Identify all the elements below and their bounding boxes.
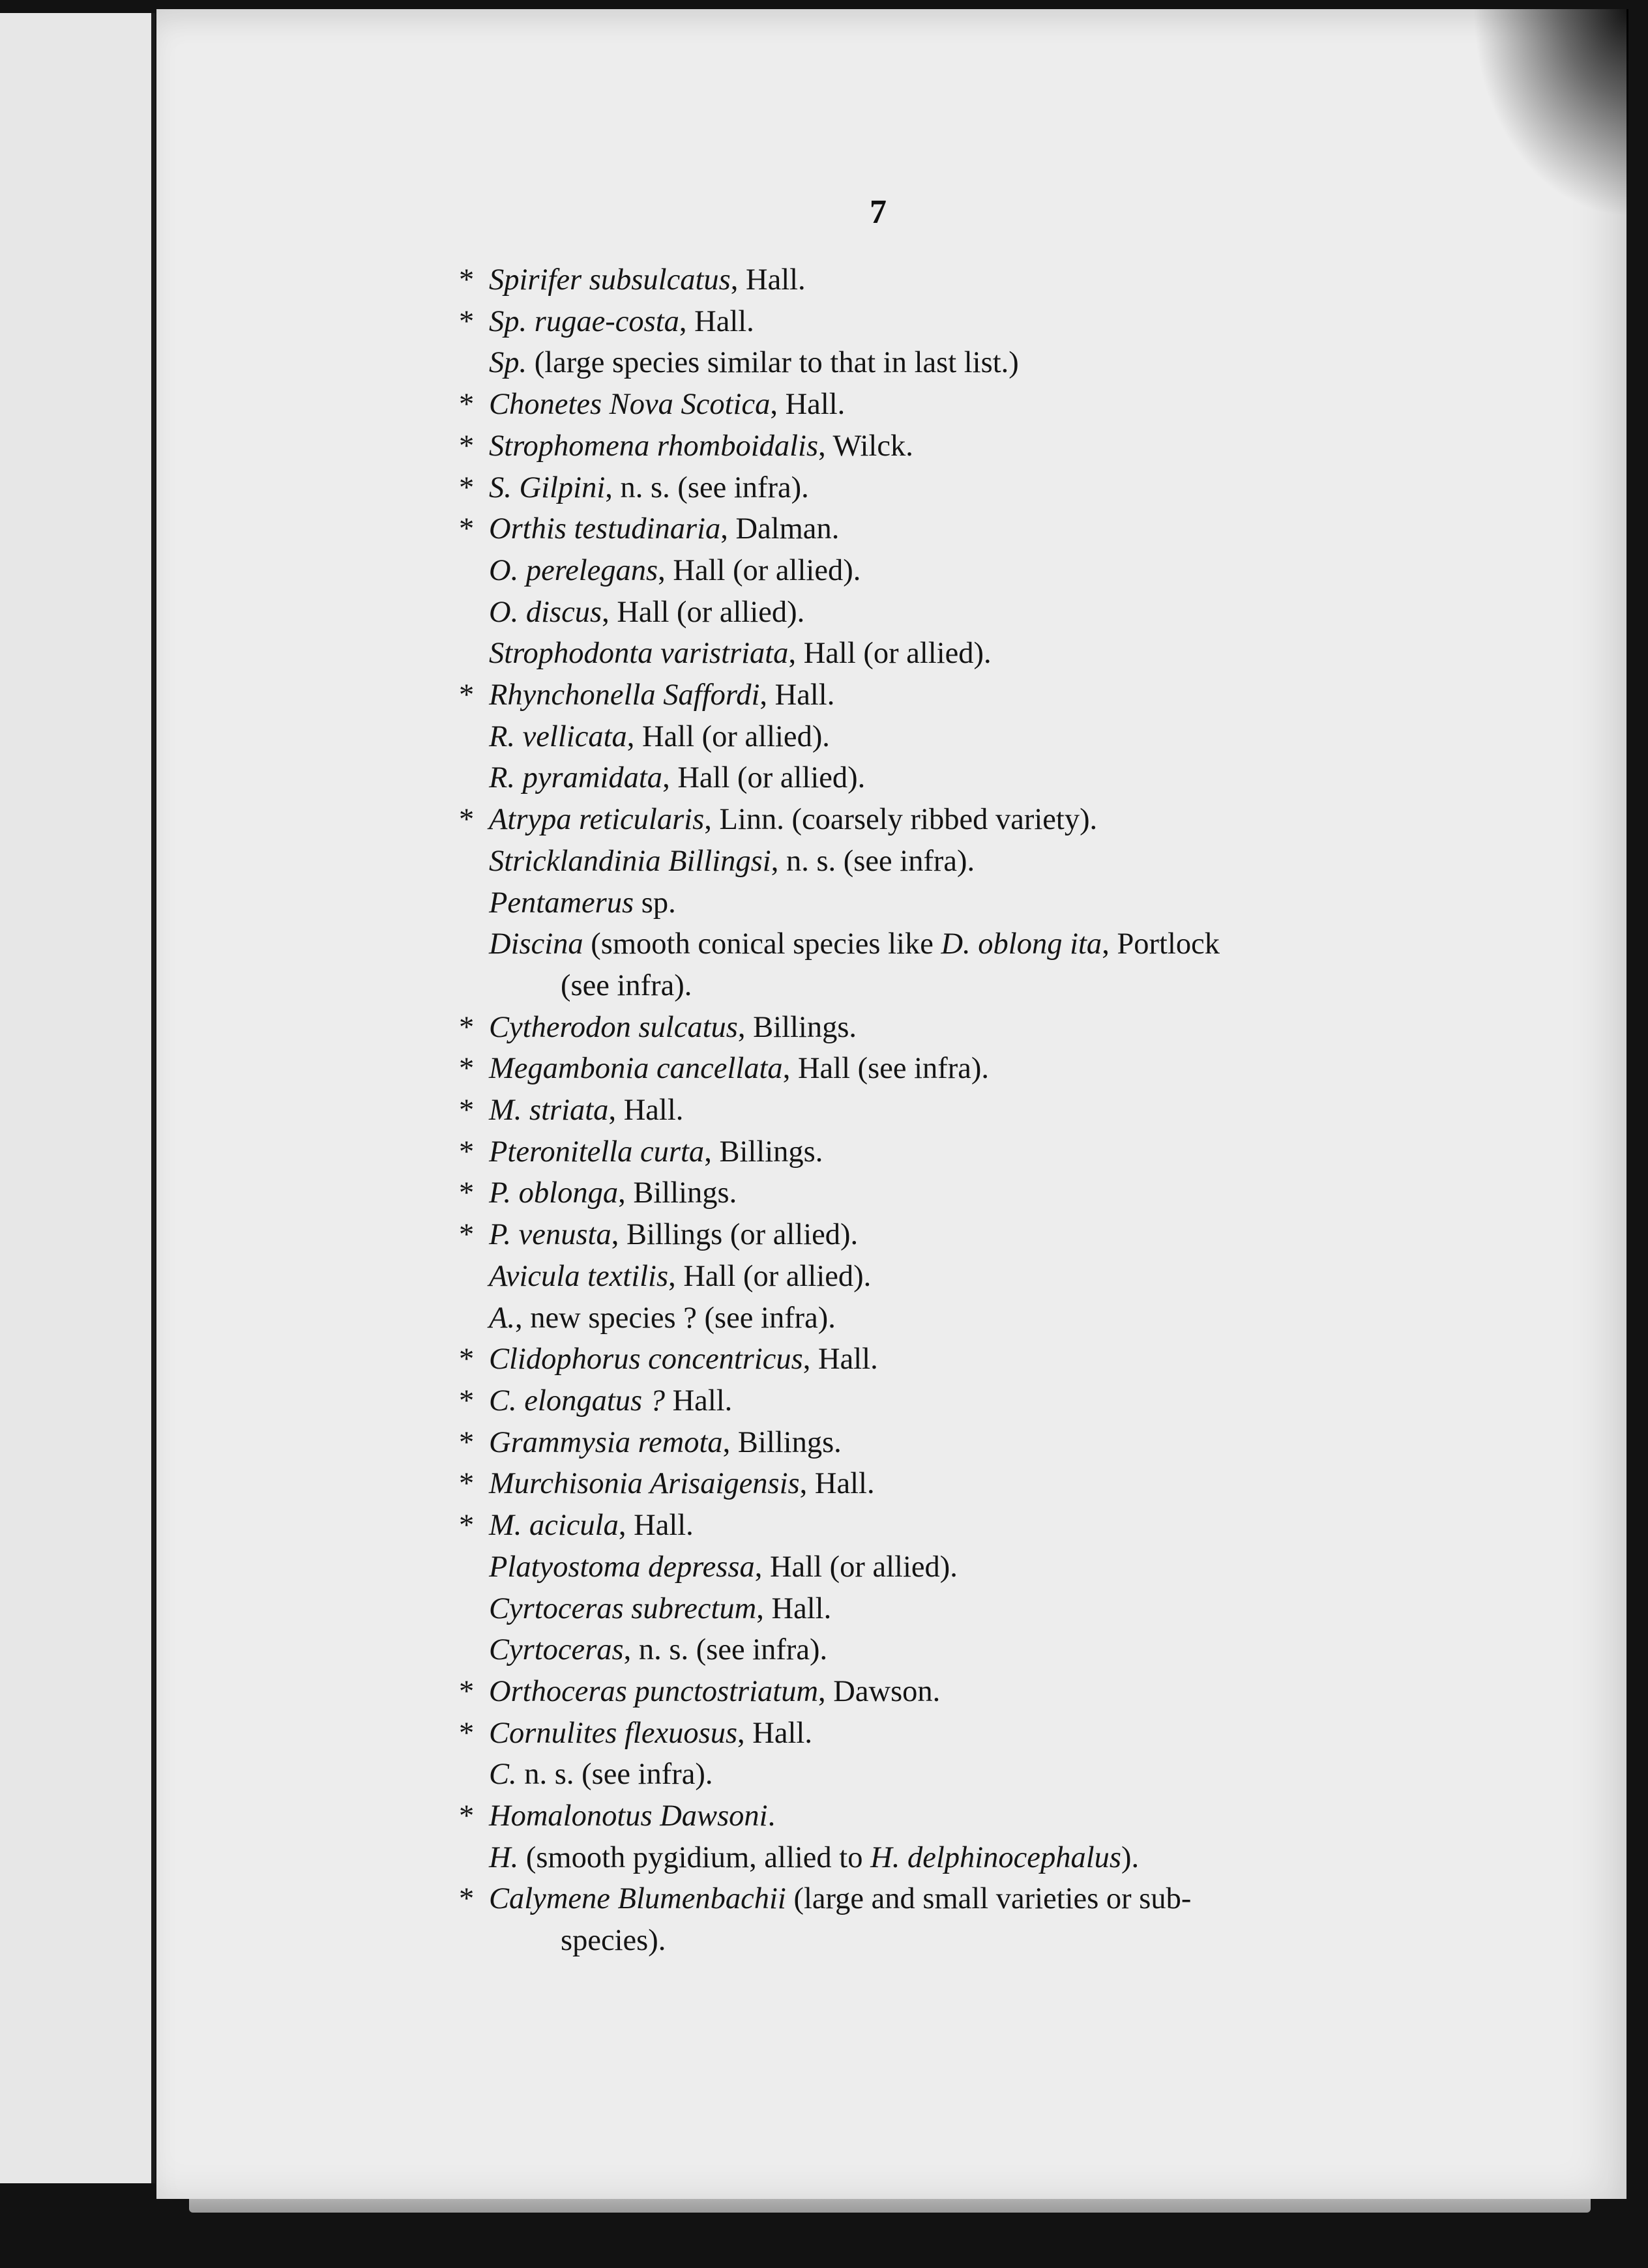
species-entry (450, 1256, 1558, 1298)
species-note: , Billings. (618, 1176, 737, 1210)
species-entry (450, 1547, 1558, 1588)
asterisk-marker: * (459, 263, 475, 297)
species-name: M. striata (489, 1094, 609, 1127)
species-entry (450, 1796, 1558, 1837)
asterisk-marker: * (459, 1674, 475, 1708)
species-list (450, 259, 1558, 1962)
species-entry (450, 1505, 1558, 1547)
species-note: , Hall. (756, 1592, 832, 1625)
species-name: Pteronitella curta (489, 1135, 705, 1169)
species-note: Hall. (664, 1384, 733, 1418)
species-note: , Linn. (coarsely ribbed variety). (704, 803, 1098, 837)
species-name: Sp. (489, 346, 527, 380)
species-note: , Hall. (802, 1343, 878, 1376)
species-note: (large and small varieties or sub- (786, 1882, 1192, 1916)
species-note: , Hall (or allied). (662, 761, 866, 795)
asterisk-marker: * (459, 1218, 475, 1252)
species-name: R. pyramidata (489, 761, 663, 795)
asterisk-marker: * (459, 1094, 475, 1127)
species-entry (450, 1048, 1558, 1090)
asterisk-marker: * (459, 803, 475, 837)
species-entry (450, 1298, 1558, 1339)
asterisk-marker: * (459, 1425, 475, 1459)
asterisk-marker: * (459, 1882, 475, 1916)
asterisk-marker: * (459, 1467, 475, 1501)
species-name: Platyostoma depressa (489, 1550, 755, 1584)
species-name: S. Gilpini (489, 471, 606, 504)
species-entry (450, 1007, 1558, 1049)
species-note: , Billings. (722, 1425, 842, 1459)
species-entry (450, 550, 1558, 592)
species-name: Murchisonia Arisaigensis (489, 1467, 800, 1501)
species-note: , Hall. (679, 304, 754, 338)
species-note: . (767, 1799, 776, 1833)
species-entry (450, 1588, 1558, 1630)
species-name: Spirifer subsulcatus (489, 263, 731, 297)
species-name: O. discus (489, 595, 602, 629)
species-name: Orthoceras punctostriatum (489, 1674, 819, 1708)
continuation-line: species). (561, 1924, 666, 1958)
species-entry (450, 592, 1558, 633)
species-name: P. venusta (489, 1218, 611, 1252)
species-name: P. oblonga (489, 1176, 619, 1210)
species-note: , new species ? (see infra). (515, 1301, 836, 1335)
species-note: , Billings. (737, 1010, 857, 1044)
species-entry (450, 1837, 1558, 1879)
species-note: , Hall (or allied). (788, 637, 992, 671)
species-entry (450, 301, 1558, 343)
asterisk-marker: * (459, 1799, 475, 1833)
species-name: Cornulites flexuosus (489, 1716, 738, 1750)
species-entry (450, 757, 1558, 799)
species-entry (450, 1463, 1558, 1505)
species-entry (450, 716, 1558, 758)
species-note: , n. s. (see infra). (605, 471, 809, 504)
species-entry (450, 1422, 1558, 1464)
species-entry (450, 1713, 1558, 1754)
asterisk-marker: * (459, 388, 475, 422)
species-name: Stricklandinia Billingsi (489, 844, 771, 878)
species-entry (450, 1671, 1558, 1713)
species-entry (450, 1339, 1558, 1380)
species-name-secondary: D. oblong ita (941, 927, 1102, 961)
species-name: Cyrtoceras subrectum (489, 1592, 757, 1625)
species-entry (450, 1629, 1558, 1671)
asterisk-marker: * (459, 1343, 475, 1376)
species-note-secondary: , Portlock (1102, 927, 1220, 961)
species-name: A. (489, 1301, 516, 1335)
species-note: , Hall (or allied). (668, 1259, 872, 1293)
species-entry (450, 1172, 1558, 1214)
species-entry (450, 799, 1558, 841)
species-entry (450, 675, 1558, 716)
species-entry (450, 1214, 1558, 1256)
species-note: , Billings. (704, 1135, 823, 1169)
species-entry (450, 882, 1558, 924)
continuation-line: (see infra). (561, 968, 692, 1002)
asterisk-marker: * (459, 471, 475, 504)
species-entry (450, 508, 1558, 550)
species-note: (large species similar to that in last list.) (527, 346, 1019, 380)
species-name: Atrypa reticularis (489, 803, 705, 837)
facing-page-edge (0, 13, 155, 2183)
species-entry (450, 633, 1558, 675)
species-note: sp. (634, 886, 676, 920)
species-name: M. acicula (489, 1509, 619, 1543)
species-note: , Hall. (737, 1716, 812, 1750)
species-note: , Dalman. (720, 512, 840, 546)
asterisk-marker: * (459, 304, 475, 338)
species-name: Grammysia remota (489, 1425, 723, 1459)
species-note: , Hall (or allied). (754, 1550, 958, 1584)
species-name: Cyrtoceras (489, 1633, 624, 1667)
species-name: H. (489, 1840, 519, 1874)
species-note: , Wilck. (818, 429, 913, 463)
species-note: , Hall (see infra). (782, 1052, 989, 1086)
species-entry (450, 1380, 1558, 1422)
species-note-secondary: ). (1121, 1840, 1140, 1874)
species-name: O. perelegans (489, 553, 658, 587)
species-note: , Hall (or allied). (658, 553, 861, 587)
species-entry (450, 426, 1558, 467)
species-entry (450, 384, 1558, 426)
asterisk-marker: * (459, 1716, 475, 1750)
species-note: (smooth pygidium, allied to (518, 1840, 871, 1874)
species-note: , Hall. (759, 678, 835, 712)
asterisk-marker: * (459, 1010, 475, 1044)
species-note: , Hall (or allied). (626, 720, 830, 753)
species-name: Avicula textilis (489, 1259, 669, 1293)
asterisk-marker: * (459, 512, 475, 546)
species-entry (450, 259, 1558, 301)
species-entry (450, 923, 1558, 1006)
species-name: Strophomena rhomboidalis (489, 429, 819, 463)
species-name: Sp. rugae-costa (489, 304, 679, 338)
species-entry (450, 467, 1558, 509)
page-number: 7 (870, 194, 887, 231)
species-note: , Hall. (770, 388, 846, 422)
asterisk-marker: * (459, 1384, 475, 1418)
species-note: (smooth conical species like (583, 927, 941, 961)
species-entry (450, 342, 1558, 384)
species-entry (450, 1090, 1558, 1131)
species-note: , n. s. (see infra). (771, 844, 975, 878)
species-note: , Dawson. (818, 1674, 941, 1708)
species-note: , Hall. (730, 263, 806, 297)
asterisk-marker: * (459, 1176, 475, 1210)
asterisk-marker: * (459, 1135, 475, 1169)
species-name: Clidophorus concentricus (489, 1343, 803, 1376)
species-note: , n. s. (see infra). (623, 1633, 828, 1667)
species-note: , Hall. (608, 1094, 684, 1127)
asterisk-marker: * (459, 429, 475, 463)
species-name: Megambonia cancellata (489, 1052, 783, 1086)
species-entry (450, 1754, 1558, 1796)
species-name-secondary: H. delphinocephalus (870, 1840, 1121, 1874)
species-name: Orthis testudinaria (489, 512, 721, 546)
species-note: , Hall. (618, 1509, 694, 1543)
species-entry (450, 841, 1558, 882)
species-entry (450, 1878, 1558, 1961)
species-name: Discina (489, 927, 583, 961)
species-name: C. (489, 1758, 517, 1792)
species-name: Cytherodon sulcatus (489, 1010, 738, 1044)
species-name: Calymene Blumenbachii (489, 1882, 786, 1916)
species-note: , Hall. (799, 1467, 875, 1501)
asterisk-marker: * (459, 1509, 475, 1543)
species-name: Rhynchonella Saffordi (489, 678, 760, 712)
species-entry (450, 1131, 1558, 1173)
species-name: Homalonotus Dawsoni (489, 1799, 768, 1833)
asterisk-marker: * (459, 678, 475, 712)
species-name: C. elongatus ? (489, 1384, 665, 1418)
species-name: Pentamerus (489, 886, 634, 920)
species-name: R. vellicata (489, 720, 627, 753)
species-name: Strophodonta varistriata (489, 637, 789, 671)
asterisk-marker: * (459, 1052, 475, 1086)
species-note: , Hall (or allied). (602, 595, 805, 629)
corner-shadow (1472, 9, 1628, 218)
species-note: n. s. (see infra). (516, 1758, 713, 1792)
species-name: Chonetes Nova Scotica (489, 388, 771, 422)
species-note: , Billings (or allied). (611, 1218, 859, 1252)
